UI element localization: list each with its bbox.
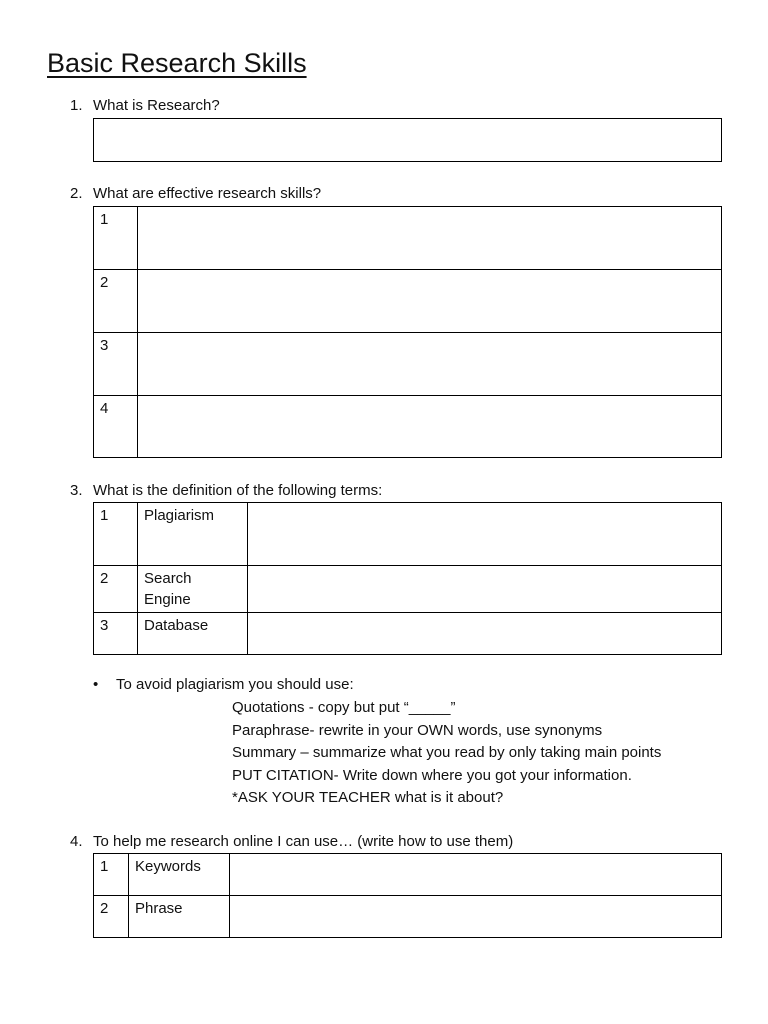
bullet-icon: •	[93, 676, 99, 693]
question-number: 3.	[70, 482, 83, 499]
question-text: What are effective research skills?	[93, 185, 322, 202]
answer-table-q2	[93, 206, 722, 458]
answer-box-q1	[93, 118, 722, 162]
term-cell: Plagiarism	[138, 503, 248, 566]
term-cell: Search Engine	[138, 566, 248, 613]
definition-cell[interactable]	[248, 566, 722, 613]
term-cell: Keywords	[129, 854, 230, 896]
avoid-intro-text: To avoid plagiarism you should use:	[116, 676, 354, 693]
row-number: 1	[94, 503, 138, 566]
table-row	[94, 270, 722, 333]
question-text: What is Research?	[93, 97, 220, 114]
row-number: 1	[94, 854, 129, 896]
table-row	[94, 566, 722, 613]
list-item: Quotations - copy but put “_____”	[232, 699, 456, 716]
list-item: Paraphrase- rewrite in your OWN words, use synonyms	[232, 721, 603, 739]
answer-cell[interactable]	[138, 396, 722, 458]
row-number: 2	[94, 566, 138, 613]
row-number: 2	[94, 270, 138, 333]
row-number: 3	[94, 333, 138, 396]
answer-cell[interactable]	[138, 207, 722, 270]
page-title: Basic Research Skills	[47, 48, 307, 78]
table-row	[94, 333, 722, 396]
row-number: 4	[94, 396, 138, 458]
usage-cell[interactable]	[230, 854, 722, 896]
row-number: 3	[94, 613, 138, 655]
term-cell: Phrase	[129, 896, 230, 938]
question-text: To help me research online I can use… (write how to use them)	[93, 833, 514, 850]
definition-cell[interactable]	[248, 613, 722, 655]
row-number: 1	[94, 207, 138, 270]
list-item: Summary – summarize what you read by only taking main points	[232, 744, 662, 762]
table-row	[94, 896, 722, 938]
answer-cell[interactable]	[138, 333, 722, 396]
table-row	[94, 613, 722, 655]
question-number: 2.	[70, 185, 83, 202]
answer-cell[interactable]	[94, 119, 722, 162]
table-row	[94, 503, 722, 566]
row-number: 2	[94, 896, 129, 938]
avoid-plagiarism-list	[232, 697, 661, 810]
online-tools-table-q4	[93, 853, 722, 938]
table-row	[94, 396, 722, 458]
definitions-table-q3	[93, 502, 722, 655]
question-text: What is the definition of the following terms:	[93, 482, 383, 499]
answer-cell[interactable]	[138, 270, 722, 333]
usage-cell[interactable]	[230, 896, 722, 938]
list-item: *ASK YOUR TEACHER what is it about?	[232, 789, 504, 807]
table-row	[94, 854, 722, 896]
table-row	[94, 207, 722, 270]
question-number: 1.	[70, 97, 83, 114]
question-number: 4.	[70, 833, 83, 850]
term-cell: Database	[138, 613, 248, 655]
definition-cell[interactable]	[248, 503, 722, 566]
list-item: PUT CITATION- Write down where you got your information.	[232, 766, 632, 784]
